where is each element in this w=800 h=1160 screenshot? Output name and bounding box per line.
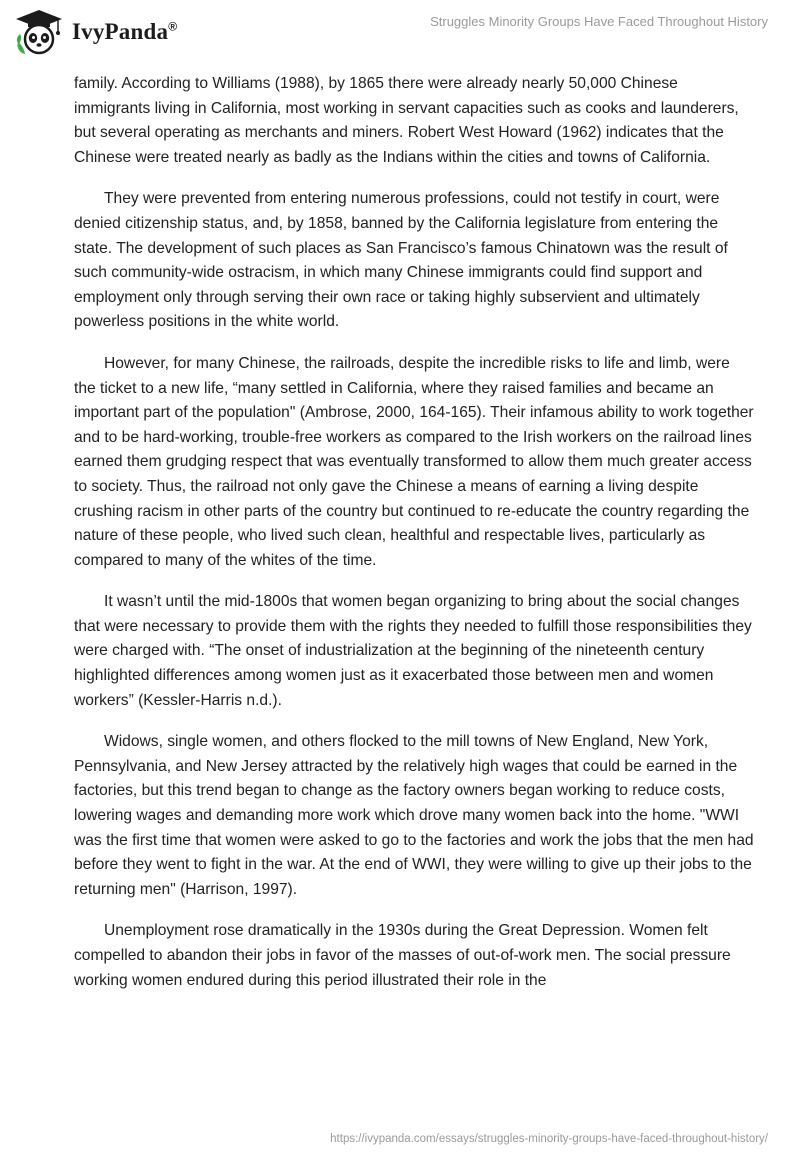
- essay-body: [74, 72, 754, 1010]
- brand-name: IvyPanda®: [72, 19, 178, 44]
- paragraph-2: They were prevented from entering numerous professions, could not testify in court, were denied citizenship status, and, by 1858, banned by the California legislature from entering the state. The development of such places as San Francisco’s famous Chinatown was the result of such community-wide ostracism, in which many Chinese immigrants could find support and employment only through serving their own race or taking highly subservient and ultimately powerless positions in the white world.: [74, 190, 728, 331]
- paragraph-6: Unemployment rose dramatically in the 1930s during the Great Depression. Women felt compelled to abandon their jobs in favor of the masses of out-of-work men. The social pressure working women endured during this period illustrated their role in the: [74, 922, 731, 989]
- registered-mark: ®: [168, 19, 178, 34]
- paragraph-4: It wasn’t until the mid-1800s that women began organizing to bring about the social changes that were necessary to provide them with the rights they needed to fulfill those responsibilities they were charged with. “The onset of industrialization at the beginning of the nineteenth century highlighted differences among women just as it exacerbated those between men and women workers” (Kessler-Harris n.d.).: [74, 593, 752, 709]
- paragraph-3: However, for many Chinese, the railroads, despite the incredible risks to life and limb, were the ticket to a new life, “many settled in California, where they raised families and became an important part of the population" (Ambrose, 2000, 164-165). Their infamous ability to work together and to be hard-working, trouble-free workers as compared to the Irish workers on the railroad lines earned them grudging respect that was eventually transformed to allow them much greater access to society. Thus, the railroad not only gave the Chinese a means of earning a living despite crushing racism in other parts of the country but continued to re-educate the country regarding the nature of these people, who lived such clean, healthful and respectable lives, particularly as compared to many of the whites of the time.: [74, 354, 754, 569]
- panda-graduate-icon: [14, 8, 64, 56]
- page-header: [0, 0, 800, 64]
- source-url[interactable]: https://ivypanda.com/essays/struggles-minority-groups-have-faced-throughout-history/: [330, 1133, 768, 1145]
- document-title: Struggles Minority Groups Have Faced Throughout History: [430, 14, 768, 29]
- paragraph-5: Widows, single women, and others flocked to the mill towns of New England, New York, Pennsylvania, and New Jersey attracted by the relatively high wages that could be earned in the factories, but this trend began to change as the factory owners began working to reduce costs, lowering wages and demanding more work which drove many women back into the home. "WWI was the first time that women were asked to go to the factories and work the jobs that the men had before they went to fight in the war. At the end of WWI, they were willing to give up their jobs to the returning men" (Harrison, 1997).: [74, 733, 754, 898]
- ivypanda-logo[interactable]: [14, 8, 177, 56]
- paragraph-1: family. According to Williams (1988), by 1865 there were already nearly 50,000 Chinese immigrants living in California, most working in servant capacities such as cooks and launderers, but several operating as merchants and miners. Robert West Howard (1962) indicates that the Chinese were treated nearly as badly as the Indians within the cities and towns of California.: [74, 75, 739, 166]
